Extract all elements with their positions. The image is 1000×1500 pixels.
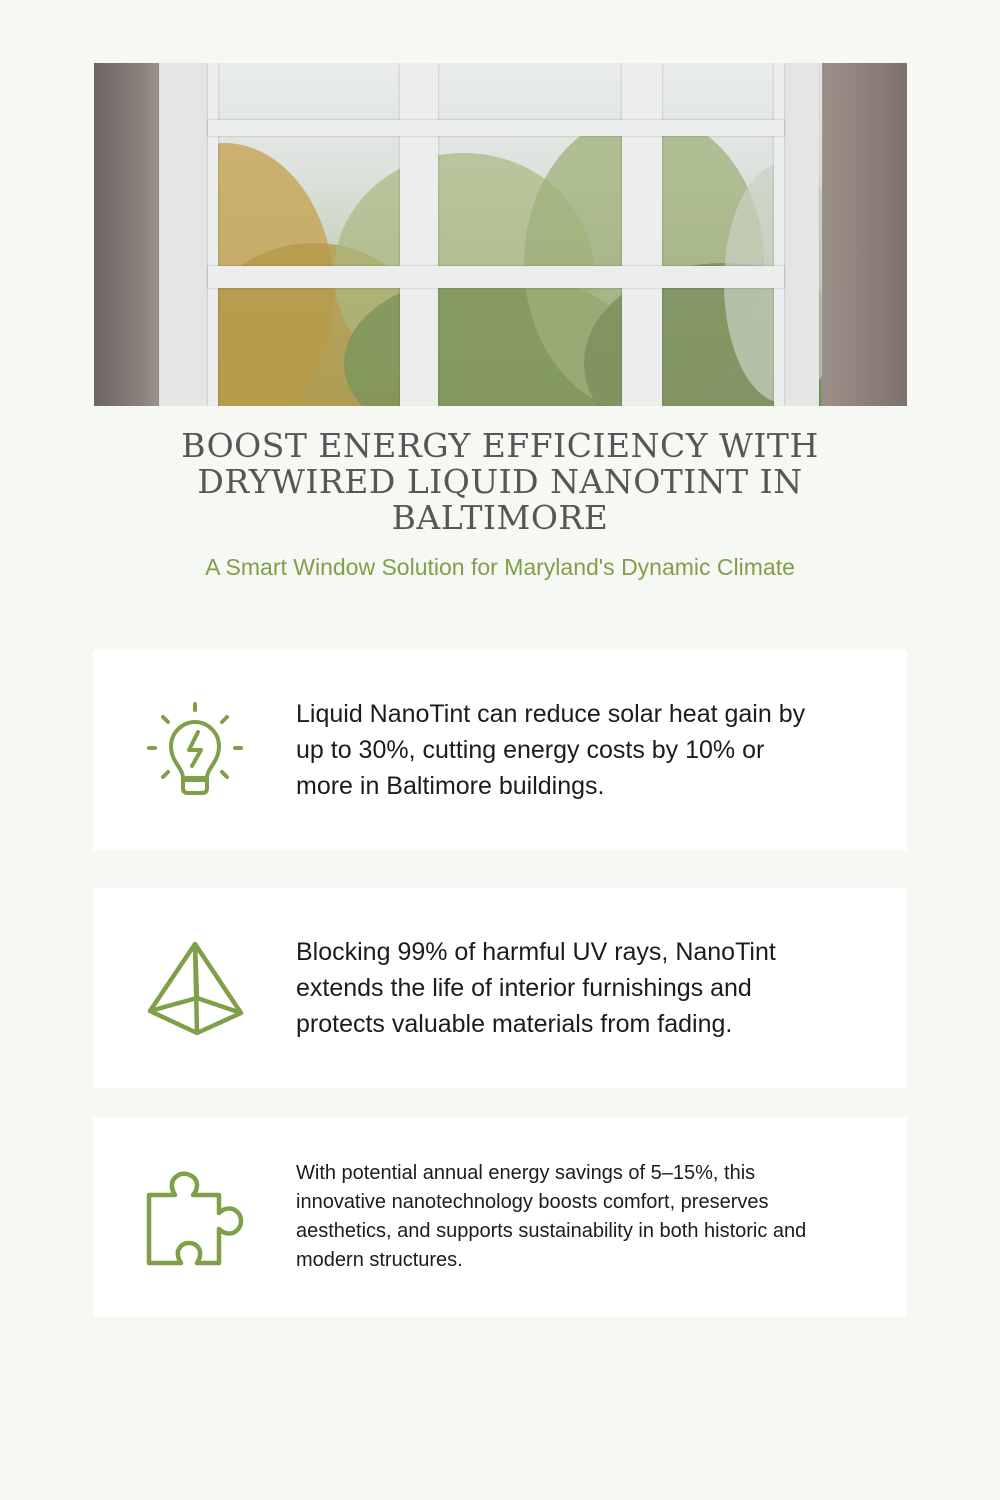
feature-text: Liquid NanoTint can reduce solar heat gain by up to 30%, cutting energy costs by 10% or more in Baltimore buildings. [296, 700, 806, 800]
mullion [208, 63, 218, 406]
feature-card-uv [93, 888, 907, 1088]
mullion [774, 63, 784, 406]
feature-card-solar-heat [93, 650, 907, 850]
trees-view [164, 123, 822, 406]
window-photo [94, 63, 907, 406]
wall-right [822, 63, 907, 406]
pyramid-icon [145, 938, 245, 1038]
mullion [622, 63, 662, 406]
mullion [400, 63, 438, 406]
puzzle-piece-icon [145, 1167, 245, 1267]
feature-card-savings [93, 1117, 907, 1317]
window-frame-right [779, 63, 819, 406]
lightbulb-icon [145, 700, 245, 800]
window-frame-left [159, 63, 211, 406]
wall-left [94, 63, 164, 406]
middle-bar [208, 266, 784, 288]
page-title: BOOST ENERGY EFFICIENCY WITH DRYWIRED LIQUID NANOTINT IN BALTIMORE [181, 426, 819, 537]
feature-text: Blocking 99% of harmful UV rays, NanoTint extends the life of interior furnishings and protects valuable materials from fading. [296, 938, 776, 1038]
transom-bar [208, 120, 784, 136]
feature-text: With potential annual energy savings of 5–15%, this innovative nanotechnology boosts comfort, preserves aesthetics, and supports sustainability in both historic and modern structures. [296, 1162, 807, 1271]
page-subtitle: A Smart Window Solution for Maryland's Dynamic Climate [205, 554, 795, 580]
